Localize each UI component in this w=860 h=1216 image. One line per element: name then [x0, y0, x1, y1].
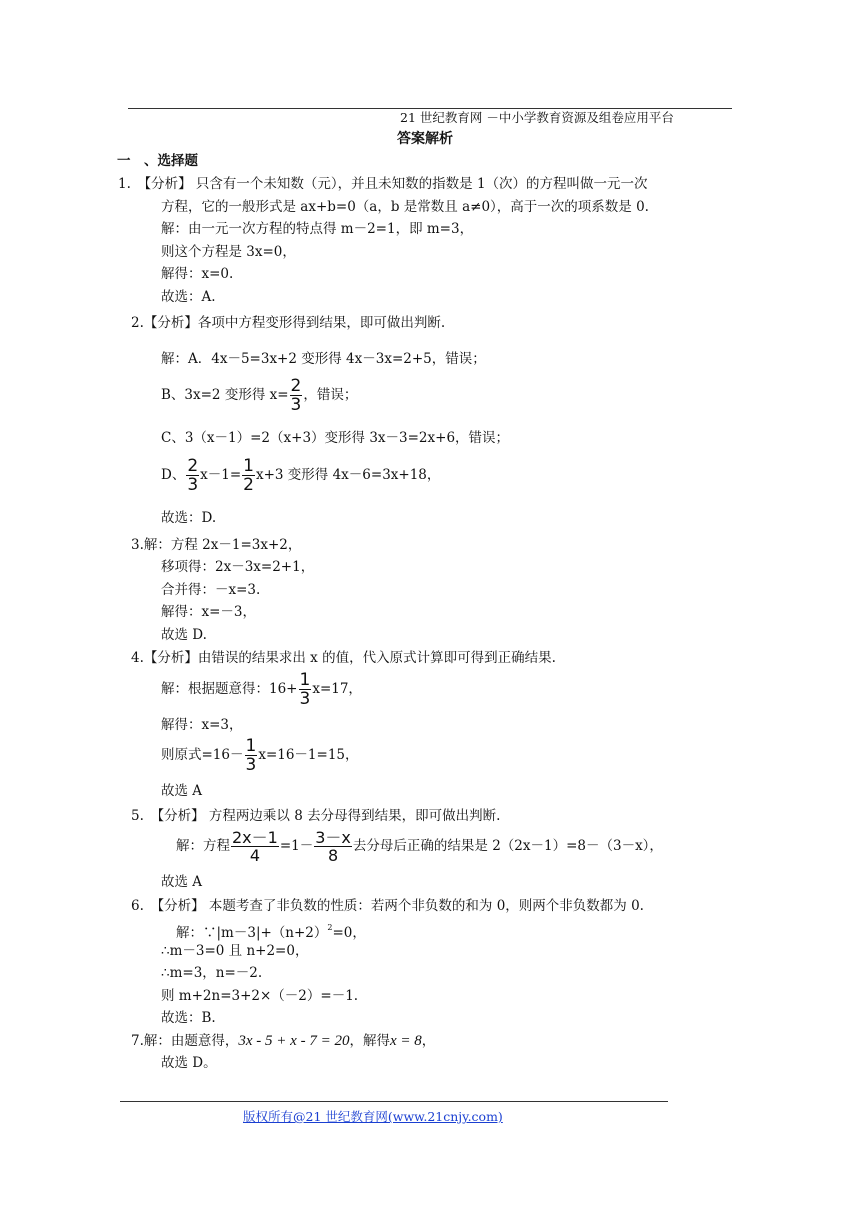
q2-option-d [161, 456, 440, 494]
page-title: 答案解析 [397, 131, 453, 147]
q4-fraction-1 [299, 669, 312, 709]
q2-option-b [161, 376, 357, 414]
q2-d-text: x－1= [200, 467, 242, 483]
fraction-denominator: 3 [299, 688, 311, 709]
fraction-numerator: 1 [245, 735, 257, 756]
q2-d-text-end: x+3 变形得 4x－6=3x+18， [256, 467, 441, 483]
fraction-numerator: 2 [187, 455, 199, 476]
q7-line1 [131, 1031, 435, 1051]
q4-line4-text: 则原式=16－ [161, 747, 244, 763]
fraction-numerator: 2x－1 [232, 827, 278, 847]
footer-rule [120, 1101, 668, 1102]
q1-line5: 解得：x=0. [161, 266, 234, 282]
q7-solution: x = 8 [389, 1033, 422, 1049]
q4-line2-text: 解：根据题意得：16+ [161, 681, 298, 697]
q3-answer: 故选 D. [161, 627, 207, 643]
q7-line1-text: 7.解：由题意得， [131, 1033, 239, 1049]
q5-line2-text: 解：方程 [176, 838, 230, 854]
q6-answer: 故选：B. [161, 1010, 216, 1026]
q6-line3: ∴m－3=0 且 n+2=0， [161, 943, 309, 959]
fraction-denominator: 4 [231, 846, 279, 865]
q2-answer: 故选：D. [161, 510, 217, 526]
q3-line2: 移项得：2x－3x=2+1， [161, 559, 315, 575]
footer-copyright-link[interactable]: 版权所有@21 世纪教育网(www.21cnjy.com) [243, 1109, 503, 1124]
q6-analysis: 6. 【分析】 本题考查了非负数的性质：若两个非负数的和为 0，则两个非负数都为 0. [131, 898, 644, 914]
q1-line2: 方程，它的一般形式是 ax+b=0（a，b 是常数且 a≠0），高于一次的项系数是 0. [161, 199, 649, 215]
q2-analysis: 2.【分析】各项中方程变形得到结果，即可做出判断. [131, 315, 446, 331]
q5-fraction-2 [314, 829, 352, 865]
q1-line1: 1. 【分析】 只含有一个未知数（元），并且未知数的指数是 1（次）的方程叫做一元一次 [118, 176, 648, 192]
q3-line4: 解得：x=－3， [161, 604, 257, 620]
q5-line2-text-end: 去分母后正确的结果是 2（2x－1）=8－（3－x）， [352, 838, 663, 854]
q6-line5: 则 m+2n=3+2×（－2）=－1. [161, 988, 359, 1004]
q2-option-c: C、3（x－1）=2（x+3）变形得 3x－3=2x+6，错误； [161, 430, 510, 446]
q2-b-text: B、3x=2 变形得 x= [161, 387, 289, 403]
q2-d-label: D、 [161, 467, 186, 483]
q6-exponent: 2 [327, 923, 333, 932]
q5-fraction-1 [231, 829, 279, 865]
fraction-numerator: 1 [243, 455, 254, 476]
q7-equation: 3x - 5 + x - 7 = 20 [238, 1033, 350, 1049]
q4-line3: 解得：x=3， [161, 717, 243, 733]
q3-line1: 3.解：方程 2x－1=3x+2， [131, 537, 302, 553]
fraction-numerator: 1 [299, 669, 311, 690]
fraction-denominator: 8 [314, 846, 352, 865]
q5-answer: 故选 A [161, 874, 203, 890]
q4-line4-text-end: x=16－1=15， [258, 747, 359, 763]
q7-line1-mid: ，解得 [349, 1033, 390, 1049]
fraction-denominator: 3 [187, 474, 199, 495]
section-heading: 一 、选择题 [117, 153, 198, 169]
q4-answer: 故选 A [161, 783, 203, 799]
header-site: 21 世纪教育网 －中小学教育资源及组卷应用平台 [400, 110, 674, 125]
fraction-numerator: 3－x [315, 827, 351, 847]
q5-line2-mid: =1－ [279, 838, 314, 854]
q4-analysis: 4.【分析】由错误的结果求出 x 的值，代入原式计算即可得到正确结果. [131, 650, 556, 666]
q1-line3: 解：由一元一次方程的特点得 m－2=1，即 m=3， [161, 221, 474, 237]
q5-analysis: 5. 【分析】 方程两边乘以 8 去分母得到结果，即可做出判断. [131, 808, 501, 824]
q2-option-a: 解：A．4x－5=3x+2 变形得 4x－3x=2+5，错误； [161, 351, 486, 367]
fraction-numerator: 2 [290, 375, 302, 396]
q4-line2 [161, 670, 362, 708]
q4-line4 [161, 736, 359, 774]
q6-line2 [176, 918, 366, 943]
q2-d-fraction-2 [242, 455, 255, 495]
q2-d-fraction-1 [186, 455, 199, 495]
fraction-denominator: 3 [290, 394, 302, 415]
q6-line4: ∴m=3，n=－2. [161, 965, 263, 981]
q6-line2-text: 解：∵|m－3|+（n+2） [176, 925, 328, 941]
q1-line4: 则这个方程是 3x=0， [161, 244, 296, 260]
fraction-denominator: 2 [243, 474, 254, 495]
q6-line2-text-end: =0， [332, 925, 366, 941]
q7-line1-end: ， [421, 1033, 436, 1049]
q4-fraction-2 [245, 735, 258, 775]
q2-b-fraction [290, 375, 303, 415]
q7-answer: 故选 D。 [161, 1055, 217, 1071]
fraction-denominator: 3 [245, 754, 257, 775]
q4-line2-text-end: x=17， [312, 681, 362, 697]
q5-line2 [176, 826, 663, 866]
q1-answer: 故选：A. [161, 289, 216, 305]
q2-b-text-end: ，错误； [303, 387, 358, 403]
q3-line3: 合并得：－x=3. [161, 582, 261, 598]
